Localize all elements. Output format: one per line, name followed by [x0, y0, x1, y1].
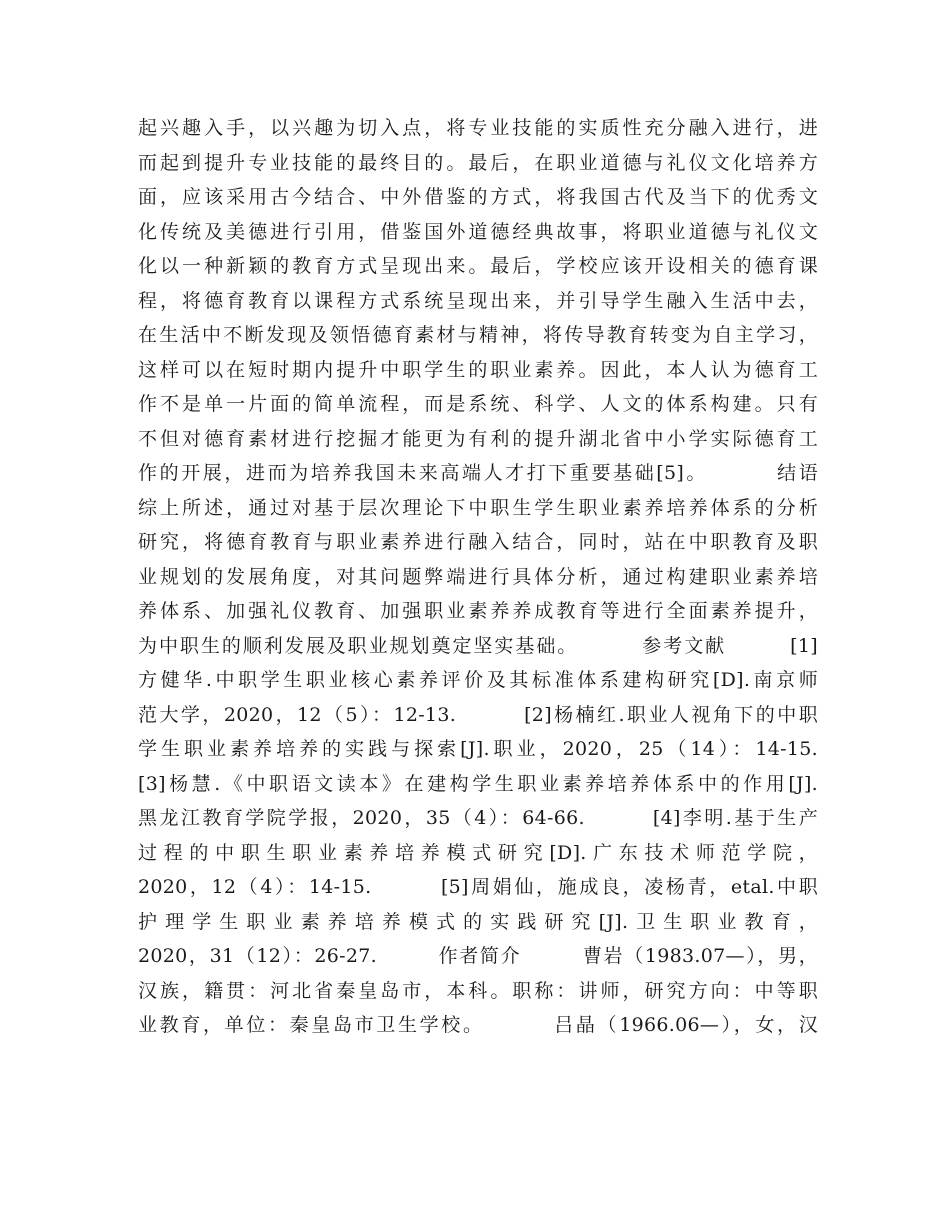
text-line: 而起到提升专业技能的最终目的。最后，在职业道德与礼仪文化培养方 — [138, 151, 818, 174]
text-line: 这样可以在短时期内提升中职学生的职业素养。因此，本人认为德育工 — [138, 358, 818, 381]
text-line: 养体系、加强礼仪教育、加强职业素养养成教育等进行全面素养提升， — [138, 600, 818, 622]
text-line: 汉族，籍贯：河北省秦皇岛市，本科。职称：讲师，研究方向：中等职 — [138, 979, 818, 1002]
text-line: 2020，12（4）：14-15. [5]周娟仙，施成良，凌杨青，etal.中职 — [138, 876, 818, 898]
text-line: 面，应该采用古今结合、中外借鉴的方式，将我国古代及当下的优秀文 — [138, 186, 818, 208]
text-line: 2020，31（12）：26-27. 作者简介 曹岩（1983.07—），男， — [138, 945, 818, 967]
text-line: 程，将德育教育以课程方式系统呈现出来，并引导学生融入生活中去， — [138, 289, 818, 312]
body-text — [138, 111, 818, 1043]
text-line: 范大学，2020，12（5）：12-13. [2]杨楠红.职业人视角下的中职 — [138, 703, 818, 726]
text-line: 起兴趣入手，以兴趣为切入点，将专业技能的实质性充分融入进行，进 — [138, 117, 818, 139]
text-line: 作的开展，进而为培养我国未来高端人才打下重要基础[5]。 结语 — [138, 462, 818, 484]
text-line: 为中职生的顺利发展及职业规划奠定坚实基础。 参考文献 [1] — [138, 634, 818, 657]
text-line: 在生活中不断发现及领悟德育素材与精神，将传导教育转变为自主学习， — [138, 324, 818, 346]
text-line: 过程的中职生职业素养培养模式研究[D].广东技术师范学院， — [138, 841, 818, 864]
text-line: 护理学生职业素养培养模式的实践研究[J].卫生职业教育， — [138, 910, 818, 933]
text-line: 化传统及美德进行引用，借鉴国外道德经典故事，将职业道德与礼仪文 — [138, 220, 818, 243]
text-line: 方健华.中职学生职业核心素养评价及其标准体系建构研究[D].南京师 — [138, 669, 818, 691]
text-line: 业规划的发展角度，对其问题弊端进行具体分析，通过构建职业素养培 — [138, 565, 818, 588]
text-line: 综上所述，通过对基于层次理论下中职生学生职业素养培养体系的分析 — [138, 496, 818, 519]
text-line: 不但对德育素材进行挖掘才能更为有利的提升湖北省中小学实际德育工 — [138, 427, 818, 450]
text-line: 作不是单一片面的简单流程，而是系统、科学、人文的体系构建。只有 — [138, 393, 818, 415]
text-line: 化以一种新颖的教育方式呈现出来。最后，学校应该开设相关的德育课 — [138, 255, 818, 277]
text-line: 业教育，单位：秦皇岛市卫生学校。 吕晶（1966.06—），女，汉 — [138, 1014, 818, 1036]
text-line: 学生职业素养培养的实践与探索[J].职业，2020，25（14）：14-15. — [138, 738, 818, 760]
text-line: 研究，将德育教育与职业素养进行融入结合，同时，站在中职教育及职 — [138, 531, 818, 553]
text-line: 黑龙江教育学院学报，2020，35（4）：64-66. [4]李明.基于生产 — [138, 807, 818, 829]
text-line: [3]杨慧.《中职语文读本》在建构学生职业素养培养体系中的作用[J]. — [138, 772, 818, 795]
